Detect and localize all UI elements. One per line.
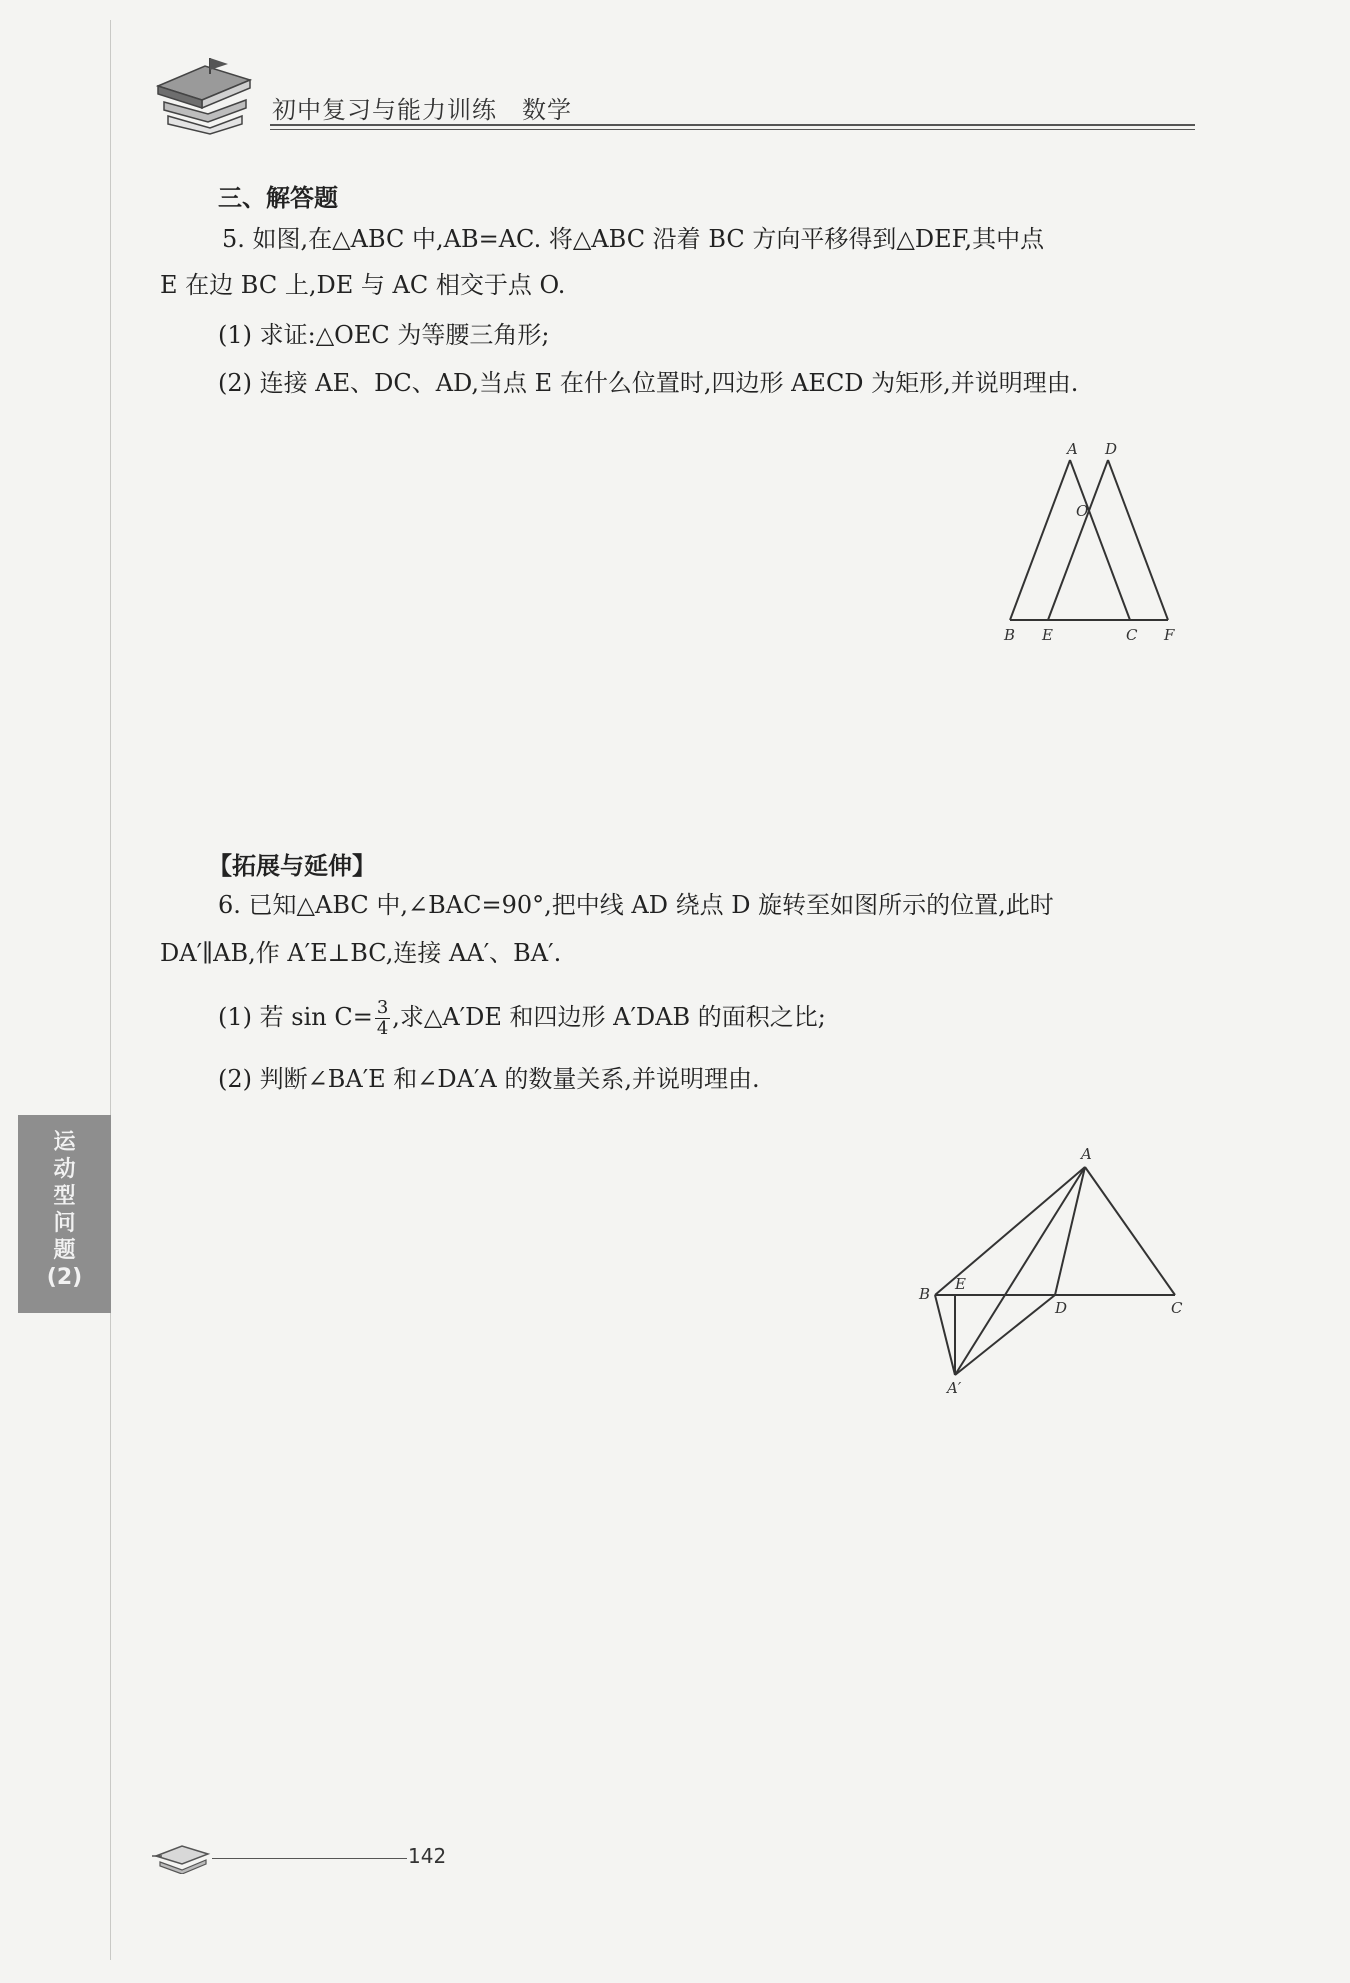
side-tab-char: 问 (53, 1211, 76, 1236)
problem6-q1-prefix: (1) 若 sin C= (218, 1003, 373, 1031)
label-e: E (1042, 626, 1053, 644)
problem5-line2: E 在边 BC 上,DE 与 AC 相交于点 O. (160, 271, 566, 299)
segment-df (1108, 460, 1168, 620)
label-f: F (1164, 626, 1175, 644)
problem6-line2: DA′∥AB,作 A′E⊥BC,连接 AA′、BA′. (160, 939, 562, 967)
chapter-side-tab (18, 1115, 111, 1313)
segment-ac (1085, 1167, 1175, 1295)
label-o: O (1076, 502, 1089, 520)
problem6-question1 (218, 998, 826, 1039)
extension-title: 【拓展与延伸】 (208, 852, 376, 880)
side-tab-char: 运 (53, 1130, 76, 1155)
problem5-question1: (1) 求证:△OEC 为等腰三角形; (218, 321, 550, 349)
side-tab-char: 型 (53, 1184, 76, 1209)
label-c: C (1126, 626, 1138, 644)
label-e: E (955, 1275, 966, 1293)
section-title: 三、解答题 (218, 184, 338, 212)
segment-ab (1010, 460, 1070, 620)
footer-book-icon (152, 1838, 212, 1874)
page-edge-line (110, 20, 111, 1960)
problem5-question2: (2) 连接 AE、DC、AD,当点 E 在什么位置时,四边形 AECD 为矩形,并说明理由. (218, 369, 1079, 397)
side-tab-label (18, 1129, 111, 1291)
label-a: A (1081, 1145, 1092, 1163)
segment-ba-prime (935, 1295, 955, 1375)
book-title: 初中复习与能力训练 数学 (272, 96, 572, 124)
label-b: B (1004, 626, 1016, 644)
label-d: D (1055, 1299, 1068, 1317)
fraction-three-quarters (375, 998, 390, 1039)
side-tab-char: (2) (46, 1265, 83, 1290)
fraction-denominator: 4 (376, 1018, 389, 1039)
segment-ad (1055, 1167, 1085, 1295)
problem6-q1-suffix: ,求△A′DE 和四边形 A′DAB 的面积之比; (392, 1003, 826, 1031)
side-tab-char: 动 (53, 1157, 76, 1182)
segment-aa-prime (955, 1167, 1085, 1375)
footer-rule (212, 1858, 407, 1859)
label-a: A (1067, 440, 1078, 458)
problem5-line1: 5. 如图,在△ABC 中,AB=AC. 将△ABC 沿着 BC 方向平移得到△DEF,其中点 (222, 225, 1045, 253)
header-rule-thin (270, 129, 1195, 130)
problem6-question2: (2) 判断∠BA′E 和∠DA′A 的数量关系,并说明理由. (218, 1065, 760, 1093)
problem6-figure (905, 1135, 1205, 1395)
page-number: 142 (408, 1844, 447, 1868)
label-d: D (1105, 440, 1118, 458)
segment-da-prime (955, 1295, 1055, 1375)
header-rule (270, 124, 1195, 126)
books-logo-icon (150, 56, 255, 136)
label-c: C (1171, 1299, 1183, 1317)
problem5-figure (990, 430, 1200, 650)
fraction-numerator: 3 (376, 997, 389, 1018)
label-a-prime: A′ (947, 1379, 962, 1395)
side-tab-char: 题 (53, 1238, 76, 1263)
label-b: B (919, 1285, 931, 1303)
problem6-line1: 6. 已知△ABC 中,∠BAC=90°,把中线 AD 绕点 D 旋转至如图所示的位置,此时 (218, 891, 1054, 919)
